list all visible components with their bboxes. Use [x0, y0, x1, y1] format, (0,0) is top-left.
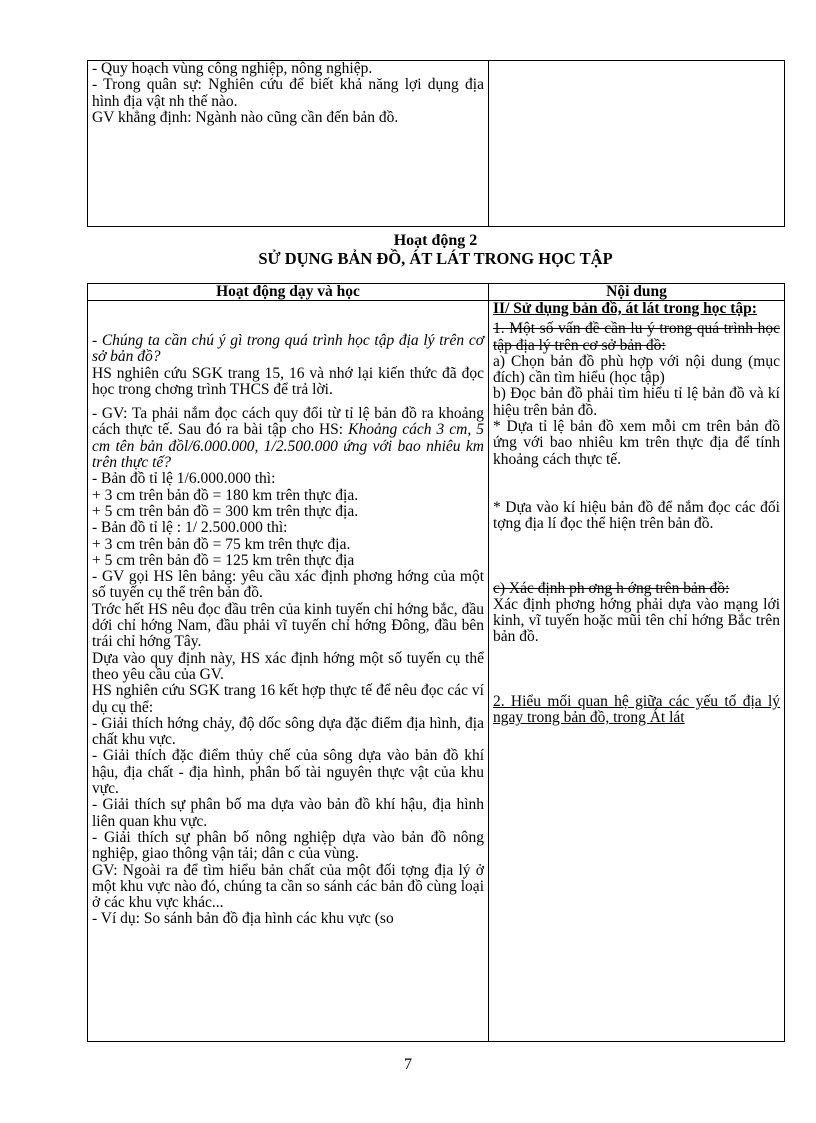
paragraph: - GV: Ta phải nắm đọc cách quy đổi từ tỉ lệ bản đồ ra khoảng cách thực tế. Sau đó ra bài tập cho HS: — [92, 405, 484, 439]
activity-title: SỬ DỤNG BẢN ĐỒ, ÁT LÁT TRONG HỌC TẬP — [258, 249, 613, 268]
subsection-heading: 2. Hiểu mối quan hệ giữa các yếu tố địa lý ngay trong bản đồ, trong Át lát — [493, 692, 780, 727]
continuation-left-cell — [88, 61, 489, 227]
subsection-heading: c) Xác định ph ơng h ớng trên bản đồ: — [493, 579, 730, 597]
paragraph: - Giải thích sự phân bố ma dựa vào bản đồ khí hậu, địa hình liên quan khu vực. — [92, 796, 484, 830]
exercise-italic: Khoảng cách 3 cm, 5 cm tên bản đồl/6.000.000, 1/2.500.000 ứng với bao nhiêu km trên thực tế? — [92, 421, 485, 472]
paragraph: - Bản đồ tỉ lệ : 1/ 2.500.000 thì: — [92, 519, 288, 537]
header-teaching: Hoạt động dạy và học — [88, 284, 489, 301]
text-line: GV khẳng định: Ngành nào cũng cần đến bản đồ. — [92, 108, 399, 126]
content-item: * Dựa vào kí hiệu bản đồ để nắm đọc các đối tợng địa lí đọc thể hiện trên bản đồ. — [493, 498, 780, 533]
content-item: a) Chọn bản đồ phù hợp với nội dung (mục đích) cần tìm hiểu (học tập) — [493, 352, 780, 387]
continuation-table — [87, 60, 785, 227]
paragraph: Trớc hết HS nêu đọc đầu trên của kinh tuyến chỉ hớng bắc, đầu dới chỉ hớng Nam, đầu phải vĩ tuyến chỉ hớng Đông, đầu bên trái chỉ hớng Tây. — [92, 600, 484, 651]
paragraph: - Ví dụ: So sánh bản đồ địa hình các khu vực (so — [92, 910, 394, 928]
paragraph: - Bản đồ tỉ lệ 1/6.000.000 thì: — [92, 470, 276, 488]
header-content: Nội dung — [489, 284, 785, 301]
paragraph: + 3 cm trên bản đồ = 75 km trên thực địa. — [92, 535, 351, 553]
activity-number: Hoạt động 2 — [393, 232, 478, 249]
question-paragraph: - Chúng ta cần chú ý gì trong quá trình học tập địa lý trên cơ sở bản đồ? — [92, 332, 484, 366]
paragraph: GV: Ngoài ra để tìm hiểu bản chất của một đối tợng địa lý ở một khu vực nào đó, chúng ta cần so sánh các bản đồ cùng loại ở các khu vực khác... — [92, 861, 484, 912]
paragraph: + 3 cm trên bản đồ = 180 km trên thực địa. — [92, 486, 359, 504]
paragraph: + 5 cm trên bản đồ = 125 km trên thực địa — [92, 551, 355, 569]
text-line: - Trong quân sự: Nghiên cứu để biết khả năng lợi dụng địa hình địa vật nh thế nào. — [92, 76, 484, 110]
text-line: - Quy hoạch vùng công nghiệp, nông nghiệp. — [92, 60, 373, 77]
teaching-column — [88, 301, 489, 1042]
paragraph: - Giải thích sự phân bố nông nghiệp dựa vào bản đồ nông nghiệp, giao thông vận tải; dân c của vùng. — [92, 828, 484, 863]
subsection-heading: 1. Một số vấn đề cần lu ý trong quá trình học tập địa lý trên cơ sở bản đồ: — [493, 320, 780, 354]
paragraph: HS nghiên cứu SGK trang 15, 16 và nhớ lại kiến thức đã đọc học trong chơng trình THCS để trả lời. — [92, 364, 484, 398]
content-column — [489, 301, 785, 1042]
paragraph: HS nghiên cứu SGK trang 16 kết hợp thực tế để nêu đọc các ví dụ cụ thể: — [92, 682, 484, 716]
page-number: 7 — [404, 1056, 412, 1073]
paragraph: - GV gọi HS lên bảng: yêu cầu xác định phơng hớng của một số tuyến cụ thể trên bản đồ. — [92, 568, 484, 602]
paragraph: + 5 cm trên bản đồ = 300 km trên thực địa. — [92, 502, 359, 520]
content-item: b) Đọc bản đồ phải tìm hiểu tỉ lệ bản đồ và kí hiệu trên bản đồ. — [493, 385, 780, 419]
paragraph: - Giải thích hớng chảy, độ dốc sông dựa đặc điểm địa hình, địa chất khu vực. — [92, 714, 484, 749]
section-heading: II/ Sử dụng bản đồ, át lát trong học tập: — [493, 300, 757, 317]
content-item: Xác định phơng hớng phải dựa vào mạng lới kinh, vĩ tuyến hoặc mũi tên chỉ hớng Bắc trên bản đồ. — [493, 595, 780, 646]
continuation-right-cell — [489, 61, 785, 227]
paragraph: - Giải thích đặc điểm thủy chế của sông dựa vào bản đồ khí hậu, địa chất - địa hình, phân bố tài nguyên thực vật của khu vực. — [92, 747, 484, 798]
paragraph: Dựa vào quy định này, HS xác định hớng một số tuyến cụ thể theo yêu cầu của GV. — [92, 649, 484, 683]
activity-table — [87, 283, 785, 1042]
content-item: * Dựa tỉ lệ bản đồ xem mỗi cm trên bản đồ ứng với bao nhiêu km trên thực địa để tính khoảng cách thực tế. — [493, 418, 780, 468]
